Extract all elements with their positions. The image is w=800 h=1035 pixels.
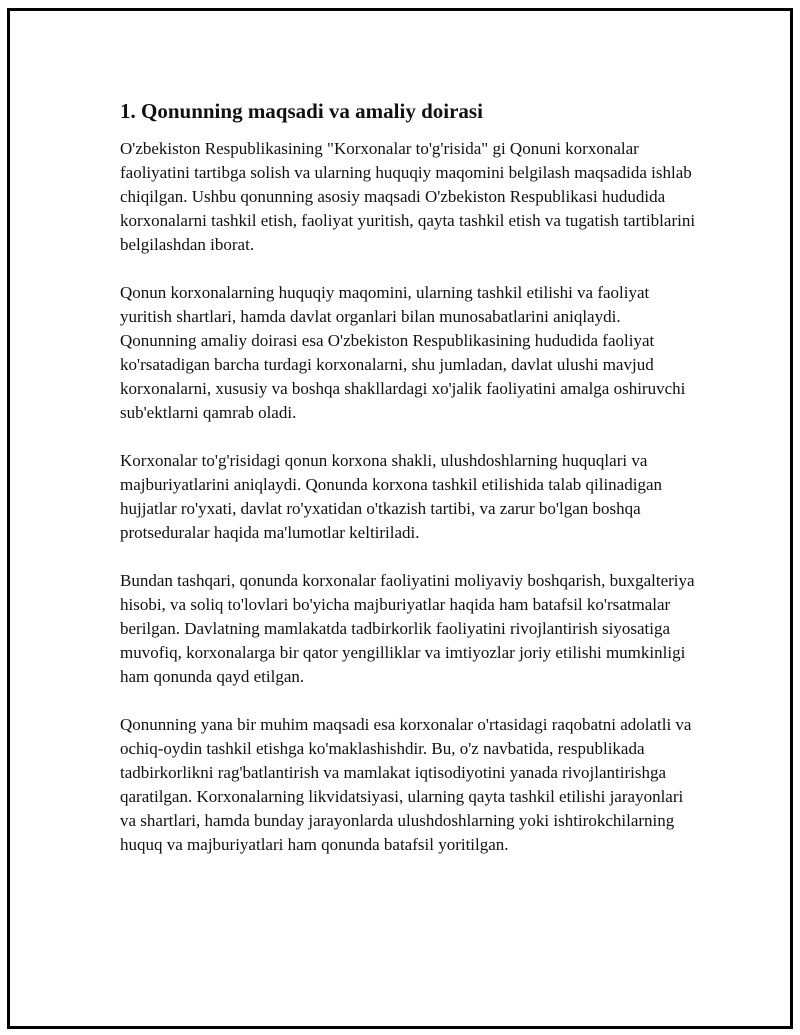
paragraph-4: Bundan tashqari, qonunda korxonalar faoliyatini moliyaviy boshqarish, buxgalteriya hisobi, va soliq to'lovlari bo'yicha majburiyatlar haqida ham batafsil ko'rsatmalar berilgan. Davlatning mamlakatda tadbirkorlik faoliyatini rivojlantirish siyosatiga muvofiq, korxonalarga bir qator yengilliklar va imtiyozlar joriy etilishi mumkinligi ham qonunda qayd etilgan. xyxy=(120,571,695,686)
section-heading: 1. Qonunning maqsadi va amaliy doirasi xyxy=(120,99,483,123)
paragraph-5: Qonunning yana bir muhim maqsadi esa korxonalar o'rtasidagi raqobatni adolatli va ochiq-oydin tashkil etishga ko'maklashishdir. Bu, o'z navbatida, respublikada tadbirkorlikni rag'batlantirish va mamlakat iqtisodiyotini yanada rivojlantirishga qaratilgan. Korxonalarning likvidatsiyasi, ularning qayta tashkil etilishi jarayonlari va shartlari, hamda bunday jarayonlarda ulushdoshlarning yoki ishtirokchilarning huquq va majburiyatlari ham qonunda batafsil yoritilgan. xyxy=(120,715,692,854)
paragraph-2: Qonun korxonalarning huquqiy maqomini, ularning tashkil etilishi va faoliyat yuritish shartlari, hamda davlat organlari bilan munosabatlarini aniqlaydi. Qonunning amaliy doirasi esa O'zbekiston Respublikasining hududida faoliyat ko'rsatadigan barcha turdagi korxonalarni, shu jumladan, davlat ulushi mavjud korxonalarni, xususiy va boshqa shakllardagi xo'jalik faoliyatini amalga oshiruvchi sub'ektlarni qamrab oladi. xyxy=(120,283,686,422)
page-frame xyxy=(7,8,793,1029)
document-body xyxy=(120,97,700,881)
paragraph-1: O'zbekiston Respublikasining "Korxonalar to'g'risida" gi Qonuni korxonalar faoliyatini tartibga solish va ularning huquqiy maqomini belgilash maqsadida ishlab chiqilgan. Ushbu qonunning asosiy maqsadi O'zbekiston Respublikasi hududida korxonalarni tashkil etish, faoliyat yuritish, qayta tashkil etish va tugatish tartiblarini belgilashdan iborat. xyxy=(120,139,696,254)
paragraph-3: Korxonalar to'g'risidagi qonun korxona shakli, ulushdoshlarning huquqlari va majburiyatlarini aniqlaydi. Qonunda korxona tashkil etilishida talab qilinadigan hujjatlar ro'yxati, davlat ro'yxatidan o'tkazish tartibi, va zarur bo'lgan boshqa protseduralar haqida ma'lumotlar keltiriladi. xyxy=(120,451,662,542)
